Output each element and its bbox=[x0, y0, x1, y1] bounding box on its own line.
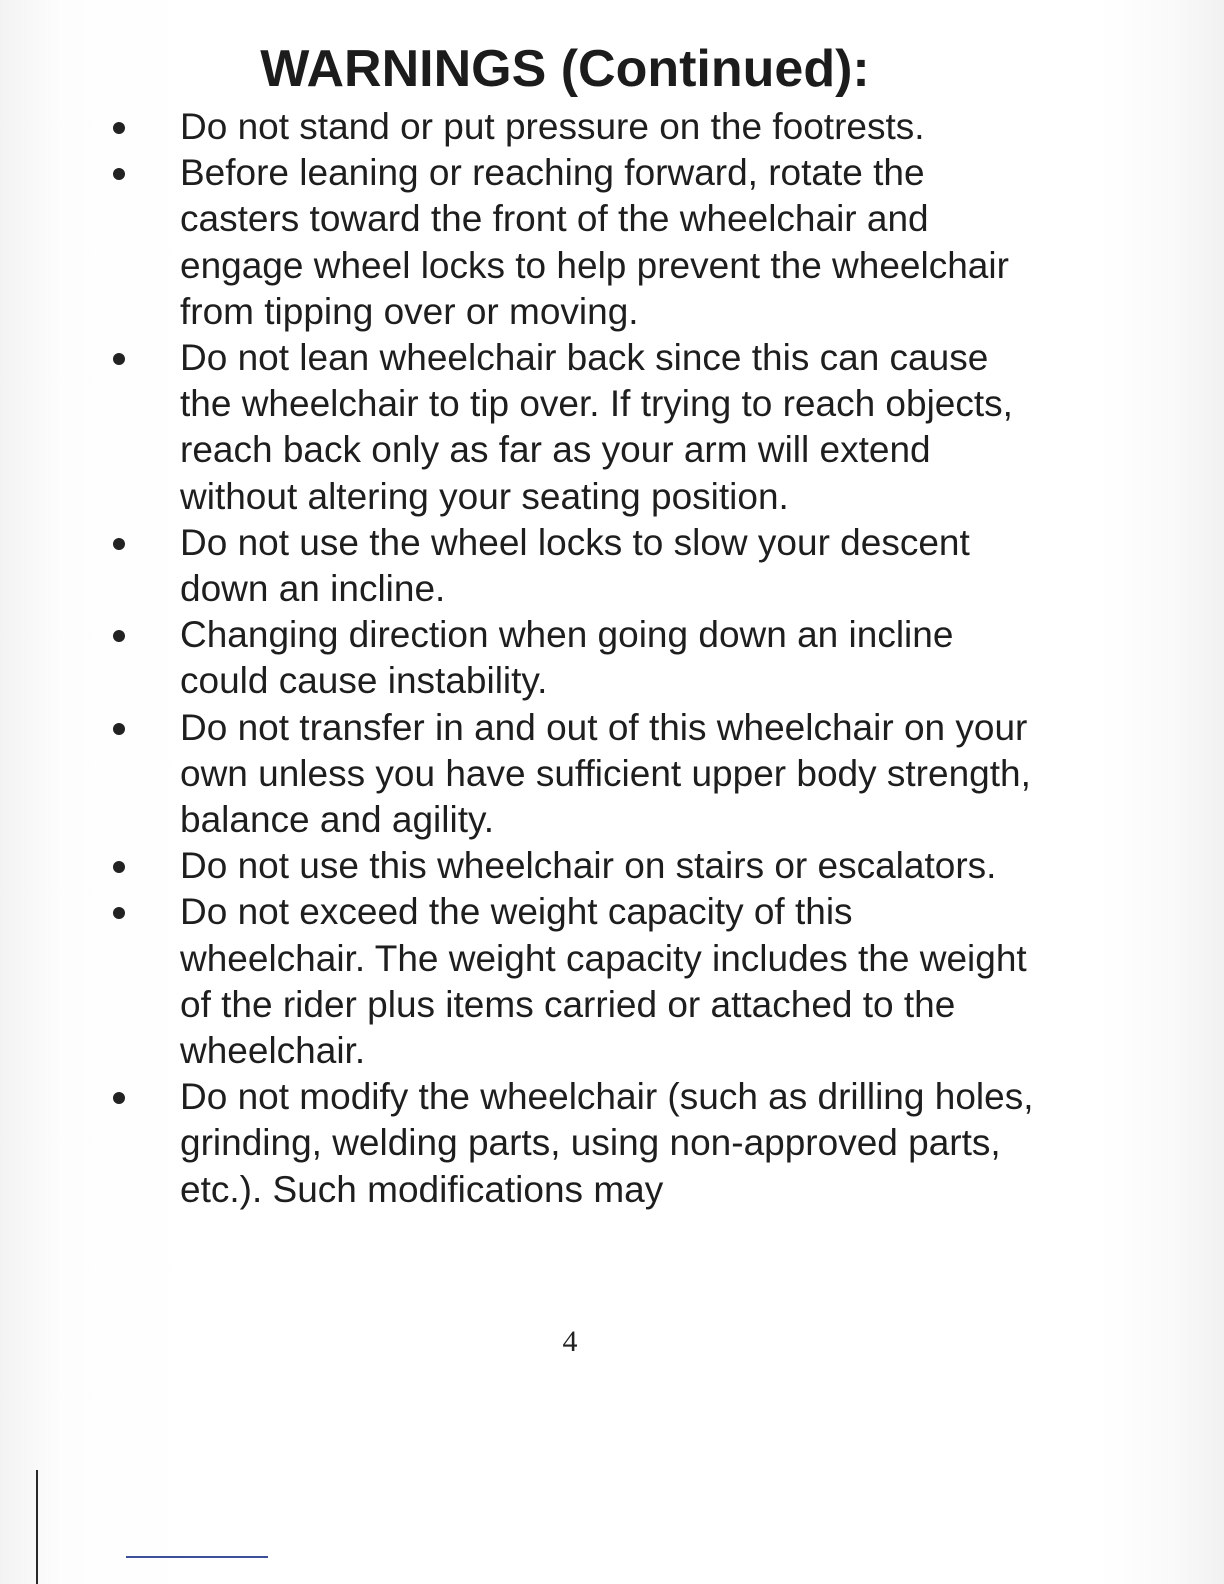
warning-text: Do not use the wheel locks to slow your descent down an incline. bbox=[180, 521, 970, 610]
bullet-icon bbox=[113, 168, 125, 180]
list-item bbox=[0, 150, 1040, 335]
footer-rule bbox=[126, 1556, 268, 1558]
list-item bbox=[0, 843, 1040, 889]
list-item bbox=[0, 520, 1040, 612]
list-item bbox=[0, 889, 1040, 1074]
bullet-icon bbox=[113, 122, 125, 134]
warning-text: Do not transfer in and out of this wheelchair on your own unless you have sufficient upper body strength, balance and agility. bbox=[180, 706, 1031, 841]
bullet-icon bbox=[113, 538, 125, 550]
bullet-icon bbox=[113, 1092, 125, 1104]
bullet-icon bbox=[113, 353, 125, 365]
bullet-icon bbox=[113, 723, 125, 735]
warning-text: Do not stand or put pressure on the footrests. bbox=[180, 106, 925, 147]
warning-text: Do not use this wheelchair on stairs or escalators. bbox=[180, 845, 997, 887]
bullet-icon bbox=[113, 861, 125, 873]
warning-text: Changing direction when going down an incline could cause instability. bbox=[180, 614, 954, 702]
bullet-icon bbox=[113, 907, 125, 919]
list-item bbox=[0, 612, 1040, 704]
list-item bbox=[0, 705, 1040, 844]
warning-text: Do not modify the wheelchair (such as drilling holes, grinding, welding parts, using non-approved parts, etc.). Such modifications may bbox=[180, 1076, 1034, 1210]
bullet-icon bbox=[113, 630, 125, 642]
warning-text: Do not exceed the weight capacity of this wheelchair. The weight capacity includes the weight of the rider plus items carried or attached to the wheelchair. bbox=[180, 891, 1027, 1072]
warning-text: Before leaning or reaching forward, rotate the casters toward the front of the wheelchair and engage wheel locks to help prevent the wheelchair from tipping over or moving. bbox=[180, 152, 1009, 332]
list-item bbox=[0, 335, 1040, 520]
warning-text: Do not lean wheelchair back since this can cause the wheelchair to tip over. If trying to reach objects, reach back only as far as your arm will extend without altering your seating position. bbox=[180, 337, 1013, 517]
warnings-list bbox=[0, 104, 1224, 1213]
page-title: WARNINGS (Continued): bbox=[260, 40, 870, 98]
page-number: 4 bbox=[562, 1325, 578, 1358]
scan-edge-mark bbox=[36, 1470, 38, 1584]
list-item bbox=[0, 104, 1040, 150]
list-item bbox=[0, 1074, 1040, 1213]
